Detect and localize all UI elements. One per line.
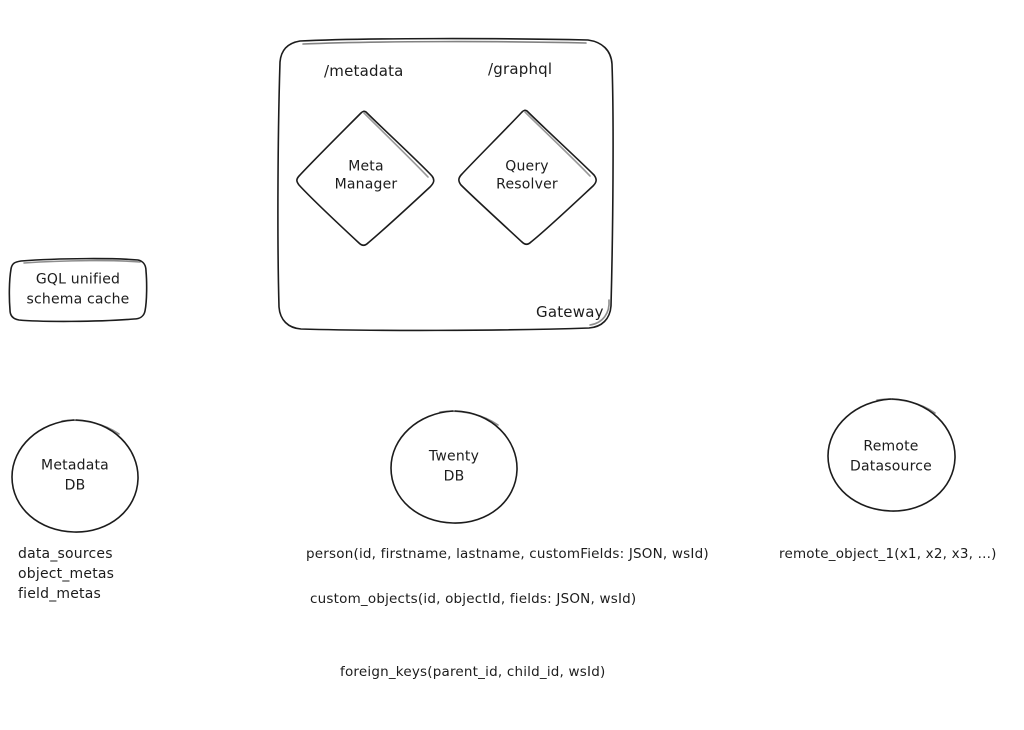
metadata-db-schema-line-2: object_metas <box>18 566 115 582</box>
gateway-corner-label: Gateway <box>536 303 604 321</box>
metadata-db-shape <box>12 420 138 532</box>
endpoint-metadata-label: /metadata <box>324 62 404 80</box>
meta-manager-label-line1: Meta <box>348 158 384 175</box>
twenty-db-schema-line-2: custom_objects(id, objectId, fields: JSON, wsId) <box>310 591 637 607</box>
foreign-keys-schema-line: foreign_keys(parent_id, child_id, wsId) <box>340 664 606 680</box>
gateway-container-shape <box>278 39 613 331</box>
query-resolver-label-line1: Query <box>505 158 549 175</box>
metadata-db-schema-line-1: data_sources <box>18 546 113 562</box>
gql-cache-label-line1: GQL unified <box>35 271 121 288</box>
twenty-db-label-line2: DB <box>443 468 465 485</box>
gql-cache-label-line2: schema cache <box>26 291 130 308</box>
metadata-db-label-line1: Metadata <box>41 457 109 474</box>
meta-manager-label-line2: Manager <box>334 176 398 193</box>
remote-datasource-schema-line-1: remote_object_1(x1, x2, x3, ...) <box>779 546 997 562</box>
endpoint-graphql-label: /graphql <box>488 60 553 78</box>
twenty-db-label-line1: Twenty <box>428 448 480 465</box>
twenty-db-schema-line-1: person(id, firstname, lastname, customFields: JSON, wsId) <box>306 546 709 562</box>
gql-cache-shape <box>9 259 146 322</box>
query-resolver-label-line2: Resolver <box>496 176 558 193</box>
twenty-db-shape <box>391 411 517 523</box>
remote-datasource-label-line1: Remote <box>863 438 919 455</box>
metadata-db-schema-line-3: field_metas <box>18 586 102 602</box>
remote-datasource-label-line2: Datasource <box>850 458 932 475</box>
metadata-db-label-line2: DB <box>64 477 86 494</box>
